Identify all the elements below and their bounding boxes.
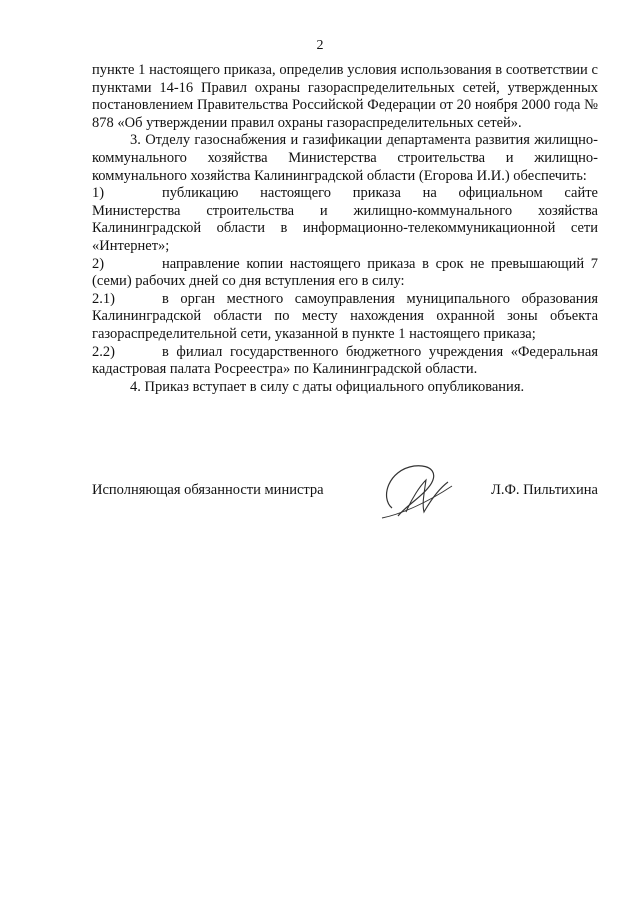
paragraph-4: 4. Приказ вступает в силу с даты официального опубликования. [130, 378, 525, 395]
paragraph-continuation: пункте 1 настоящего приказа, определив условия использования в соответствии с пунктами 14-16 Правил охраны газораспределительных сетей, утвержденных постановлением Правительства Российской Федерации от 20 ноября 2000 года № 878 «Об утверждении правил охраны газораспределительных сетей». [92, 62, 598, 131]
list-item-number: 2) [92, 255, 105, 272]
list-item-number: 2.2) [92, 343, 115, 360]
signatory-title: Исполняющая обязанности министра [92, 482, 324, 498]
list-item-text: публикацию настоящего приказа на официальном сайте Министерства строительства и жилищно-коммунального хозяйства Калининградской области в информационно-телекоммуникационной сети «Интернет»; [92, 185, 598, 254]
document-body [92, 62, 598, 396]
list-item-2 [92, 256, 598, 291]
list-item-2-1 [92, 291, 598, 344]
page-number: 2 [316, 38, 324, 53]
list-item-number: 2.1) [92, 290, 115, 307]
list-item-text: в филиал государственного бюджетного учреждения «Федеральная кадастровая палата Росреестра» по Калининградской области. [92, 343, 598, 378]
handwritten-signature [362, 458, 462, 528]
list-item-text: направление копии настоящего приказа в срок не превышающий 7 (семи) рабочих дней со дня вступления его в силу: [92, 255, 598, 290]
list-item-text: в орган местного самоуправления муниципального образования Калининградской области по месту нахождения охранной зоны объекта газораспределительной сети, указанной в пункте 1 настоящего приказа; [92, 290, 598, 342]
list-item-2-2 [92, 344, 598, 379]
list-item-1 [92, 185, 598, 255]
signature-block [92, 478, 598, 518]
paragraph-3: 3. Отделу газоснабжения и газификации департамента развития жилищно-коммунального хозяйства Министерства строительства и жилищно-коммунального хозяйства Калининградской области (Егорова И.И.) обеспечить: [92, 132, 598, 184]
signatory-name: Л.Ф. Пильтихина [491, 482, 598, 498]
list-item-number: 1) [92, 185, 105, 202]
